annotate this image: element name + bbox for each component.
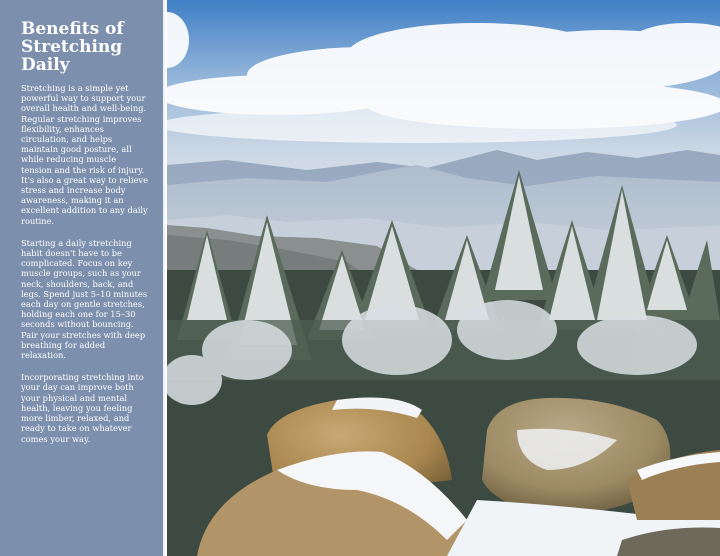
mountain-landscape-photo <box>167 0 720 556</box>
paragraph-2: Starting a daily stretching habit doesn't have to be complicated. Focus on key muscle groups, such as your neck, shoulders, back, and legs. Spend just 5–10 minutes each day on gentle stretches, holding each one for 15–30 seconds without bouncing. Pair your stretches with deep breathing for added relaxation. <box>21 237 148 361</box>
paragraph-3: Incorporating stretching into your day can improve both your physical and mental health, leaving you feeling more limber, relaxed, and ready to take on whatever comes your way. <box>21 372 144 444</box>
article-title: Benefits of Stretching Daily <box>21 19 124 75</box>
paragraph-1: Stretching is a simple yet powerful way to support your overall health and well-being. Regular stretching improves flexibility, enhances circulation, and helps maintain good posture, all while reducing muscle tension and the risk of injury. It's also a great way to relieve stress and increase body awareness, making it an excellent addition to any daily routine. <box>21 83 148 226</box>
text-sidebar <box>0 0 165 556</box>
